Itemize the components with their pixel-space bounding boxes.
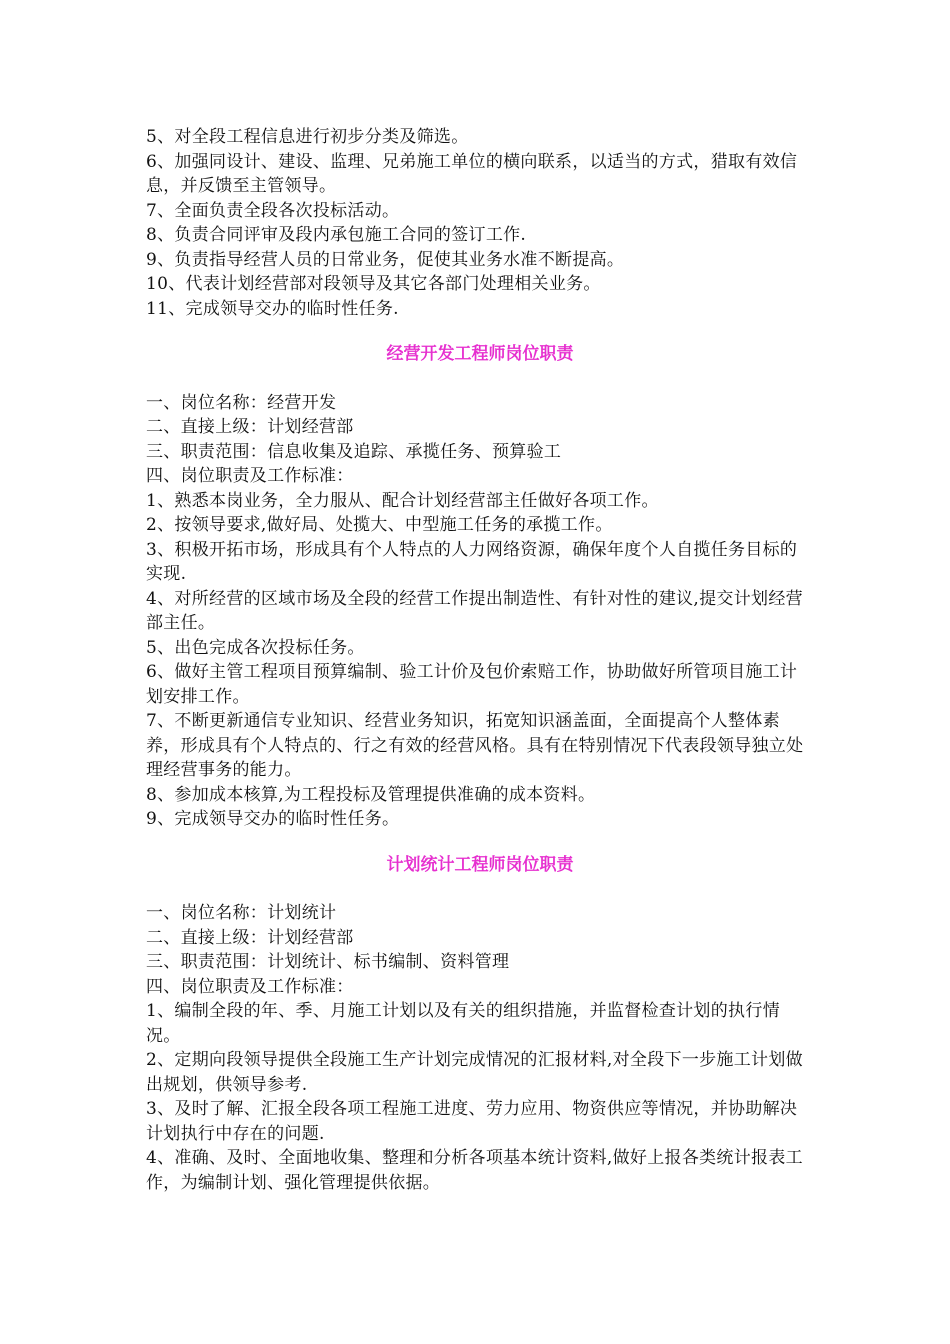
document-page [146,125,814,1195]
list-item: 3、及时了解、汇报全段各项工程施工进度、劳力应用、物资供应等情况，并协助解决计划执行中存在的问题. [146,1099,798,1144]
list-item: 11、完成领导交办的临时性任务. [146,298,399,319]
section-heading-planning-statistics: 计划统计工程师岗位职责 [386,854,574,875]
intro-list [146,125,814,321]
list-item: 三、职责范围：信息收集及追踪、承揽任务、预算验工 [146,441,562,462]
list-item: 4、准确、及时、全面地收集、整理和分析各项基本统计资料,做好上报各类统计报表工作，为编制计划、强化管理提供依据。 [146,1148,803,1193]
list-item: 8、参加成本核算,为工程投标及管理提供准确的成本资料。 [146,784,596,805]
list-item: 7、不断更新通信专业知识、经营业务知识，拓宽知识涵盖面，全面提高个人整体素养，形成具有个人特点的、行之有效的经营风格。具有在特别情况下代表段领导独立处理经营事务的能力。 [146,711,804,780]
list-item: 一、岗位名称：计划统计 [146,903,337,923]
list-item: 9、完成领导交办的临时性任务。 [146,809,400,829]
list-item: 5、出色完成各次投标任务。 [146,637,365,658]
list-item: 1、熟悉本岗业务，全力服从、配合计划经营部主任做好各项工作。 [146,490,659,511]
list-item: 10、代表计划经营部对段领导及其它各部门处理相关业务。 [146,274,601,294]
list-item: 9、负责指导经营人员的日常业务，促使其业务水准不断提高。 [146,249,625,270]
list-item: 一、岗位名称：经营开发 [146,392,337,413]
list-item: 三、职责范围：计划统计、标书编制、资料管理 [146,952,510,972]
list-item: 2、定期向段领导提供全段施工生产计划完成情况的汇报材料,对全段下一步施工计划做出规划，供领导参考. [146,1050,803,1095]
list-item: 二、直接上级：计划经营部 [146,927,354,948]
list-item: 1、编制全段的年、季、月施工计划以及有关的组织措施，并监督检查计划的执行情况。 [146,1001,780,1046]
section-planning-statistics-body [146,901,814,1195]
list-item: 7、全面负责全段各次投标活动。 [146,200,400,221]
list-item: 二、直接上级：计划经营部 [146,417,354,437]
list-item: 2、按领导要求,做好局、处揽大、中型施工任务的承揽工作。 [146,515,613,535]
list-item: 8、负责合同评审及段内承包施工合同的签订工作. [146,225,527,245]
list-item: 4、对所经营的区域市场及全段的经营工作提出制造性、有针对性的建议,提交计划经营部主任。 [146,588,803,633]
list-item: 四、岗位职责及工作标准： [146,976,354,997]
list-item: 5、对全段工程信息进行初步分类及筛选。 [146,127,469,147]
section-heading-business-development: 经营开发工程师岗位职责 [386,344,574,364]
list-item: 6、做好主管工程项目预算编制、验工计价及包价索赔工作，协助做好所管项目施工计划安排工作。 [146,662,798,707]
list-item: 四、岗位职责及工作标准： [146,466,354,486]
section-business-development-body [146,391,814,832]
list-item: 3、积极开拓市场，形成具有个人特点的人力网络资源，确保年度个人自揽任务目标的实现. [146,539,798,584]
list-item: 6、加强同设计、建设、监理、兄弟施工单位的横向联系，以适当的方式，猎取有效信息，并反馈至主管领导。 [146,151,798,196]
